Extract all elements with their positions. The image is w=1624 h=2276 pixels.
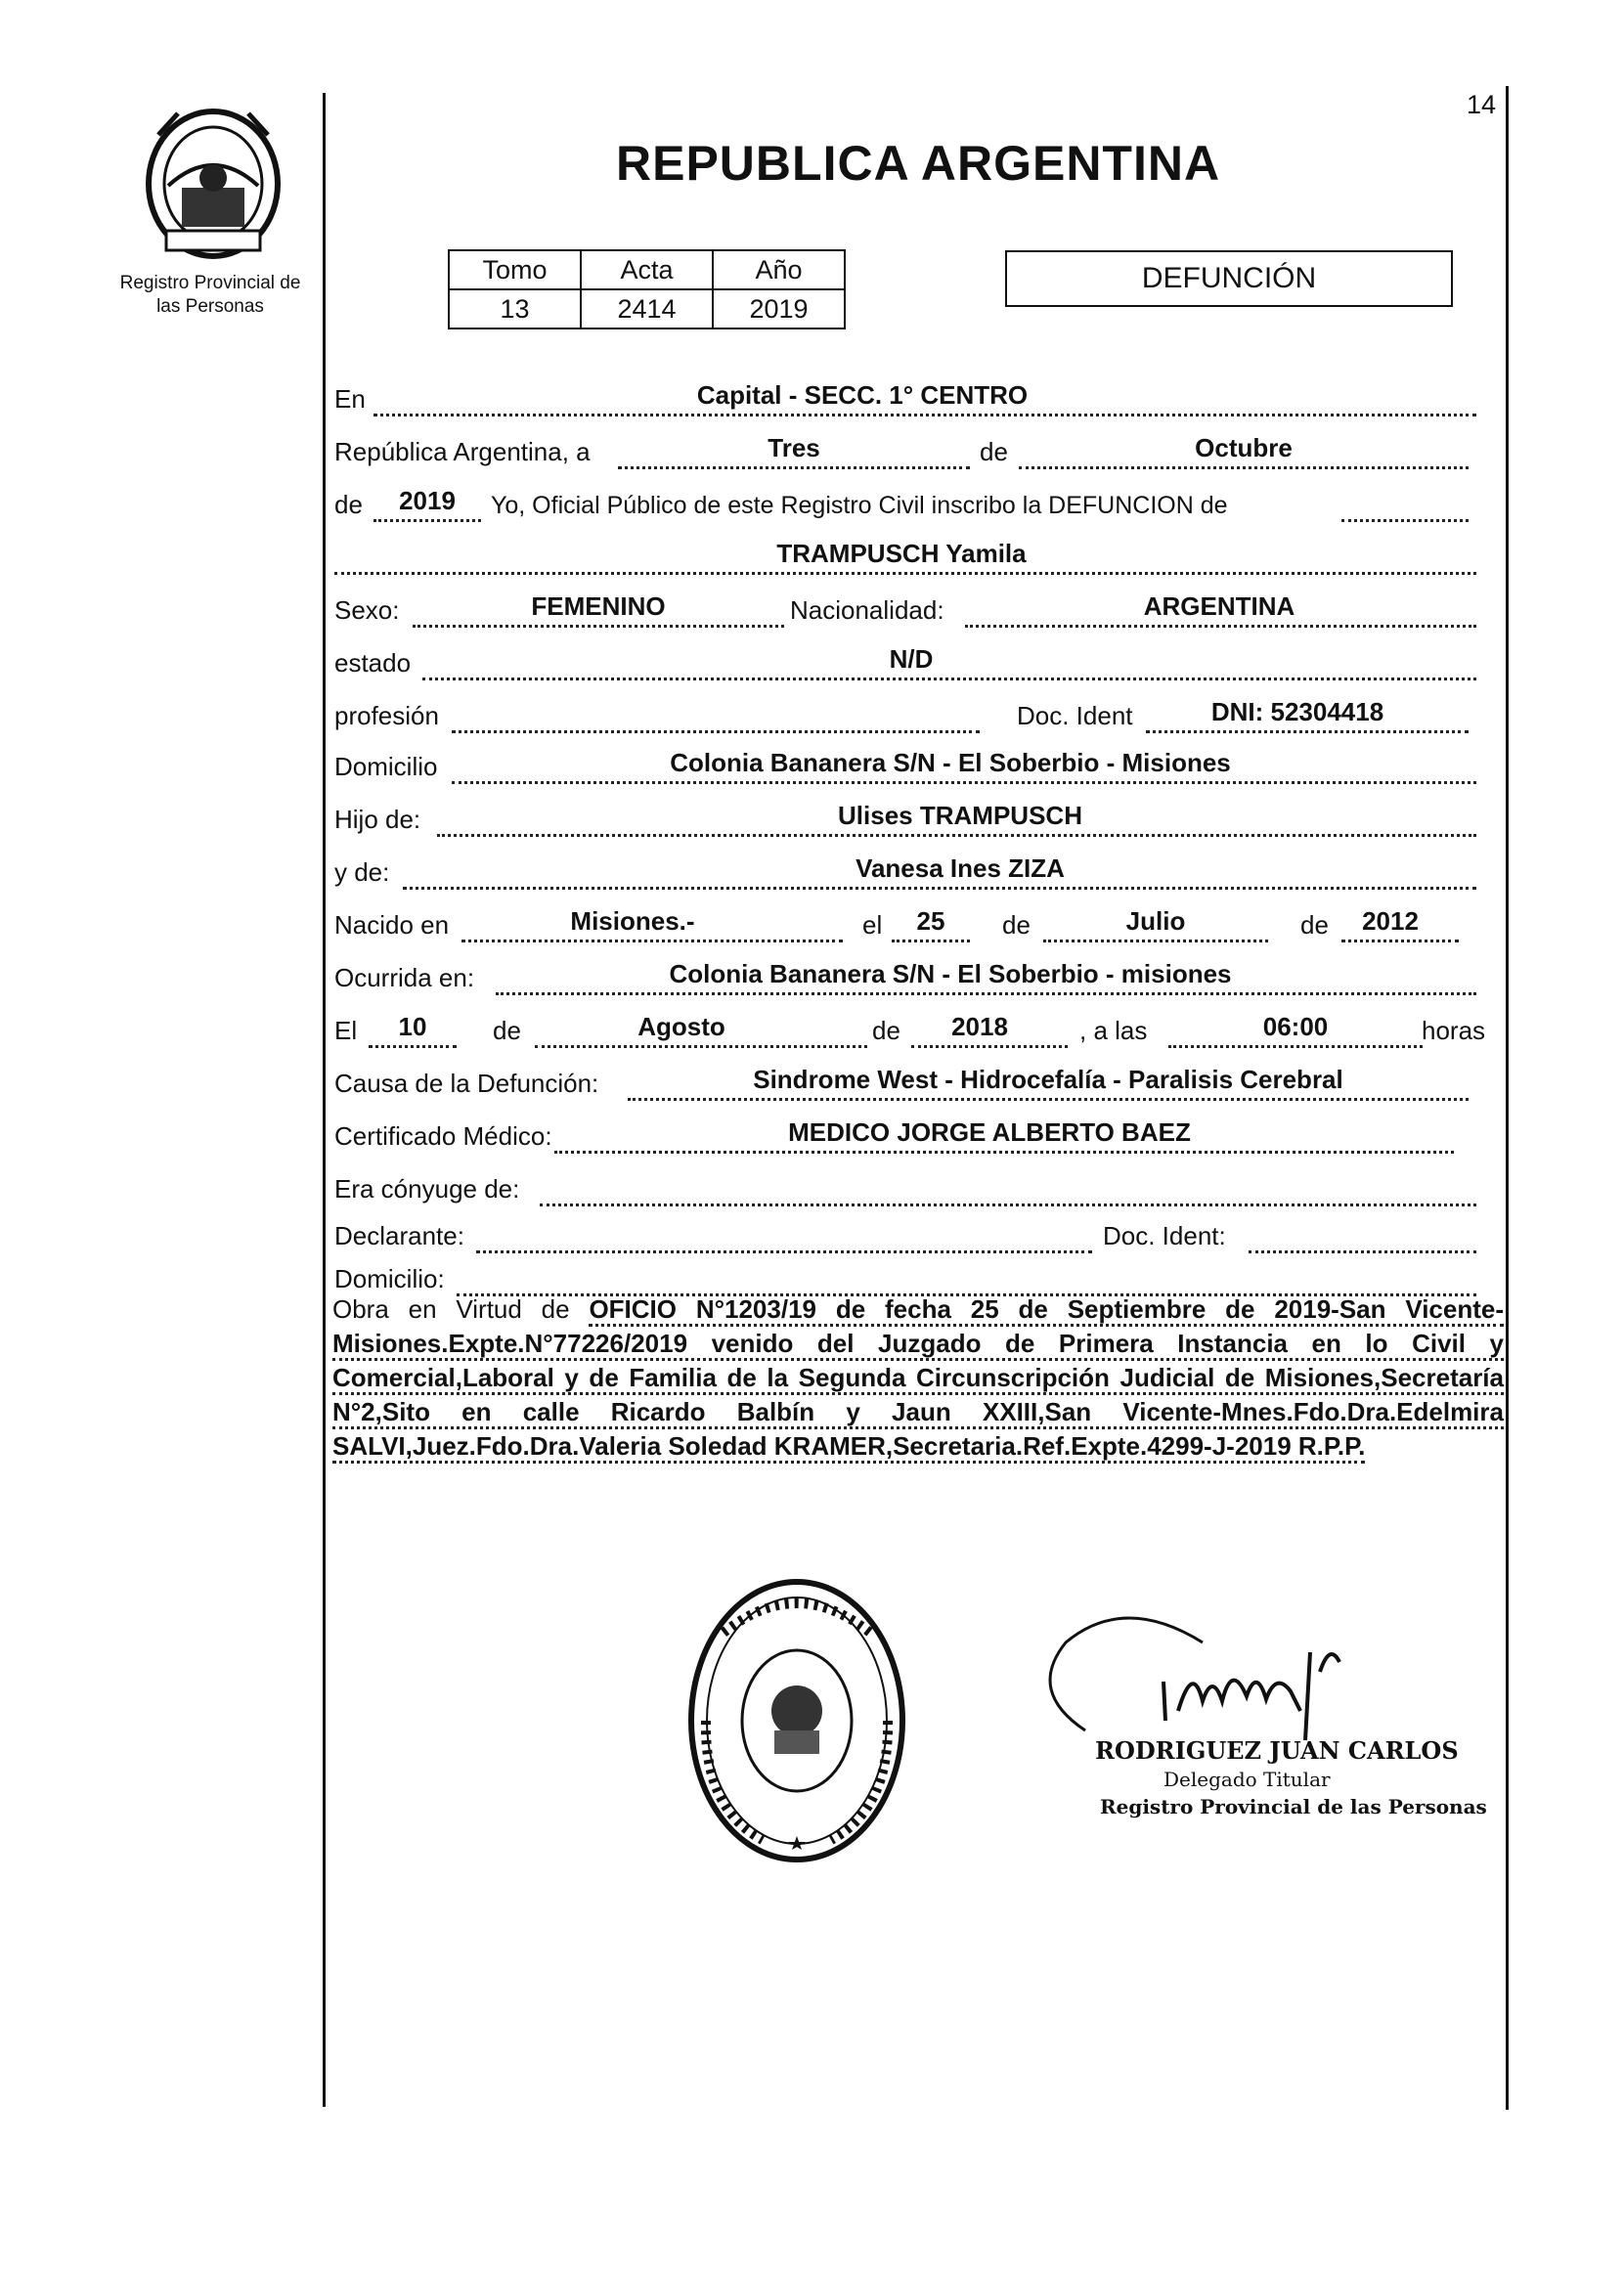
signatory-registry: Registro Provincial de las Personas <box>1100 1795 1487 1818</box>
row-padre <box>334 800 1476 839</box>
page-title: REPUBLICA ARGENTINA <box>616 136 1221 191</box>
value-nacido-mes: Julio <box>1125 906 1186 936</box>
label-declarante: Declarante: <box>334 1221 464 1250</box>
label-profesion: profesión <box>334 701 439 730</box>
value-padre: Ulises TRAMPUSCH <box>838 801 1082 830</box>
value-anio: 2019 <box>399 486 456 515</box>
table-header-tomo: Tomo <box>449 250 581 289</box>
label-obra-prefix: Obra en Virtud de <box>332 1294 570 1324</box>
label-de-n2: de <box>1300 910 1329 940</box>
row-certificado <box>334 1116 1476 1156</box>
value-ocurrida-lugar: Colonia Bananera S/N - El Soberbio - misiones <box>669 959 1232 988</box>
value-nacionalidad: ARGENTINA <box>1143 591 1295 621</box>
row-estado <box>334 643 1476 682</box>
value-dia: Tres <box>768 433 820 462</box>
value-ocurrida-mes: Agosto <box>637 1012 725 1041</box>
label-de-o2: de <box>872 1016 900 1045</box>
row-ocurrida <box>334 958 1476 997</box>
value-nacido-anio: 2012 <box>1362 906 1419 936</box>
provincial-coat-of-arms-logo <box>139 106 287 267</box>
row-profesion-doc <box>334 696 1476 735</box>
label-de1: de <box>980 437 1008 466</box>
value-domicilio: Colonia Bananera S/N - El Soberbio - Misiones <box>670 748 1231 777</box>
value-mes: Octubre <box>1195 433 1293 462</box>
table-value-anio: 2019 <box>713 289 845 328</box>
label-en: En <box>334 384 366 414</box>
label-domicilio: Domicilio <box>334 752 438 781</box>
label-nacido-en: Nacido en <box>334 910 450 940</box>
value-medico: MEDICO JORGE ALBERTO BAEZ <box>788 1117 1191 1147</box>
label-doc-ident2: Doc. Ident: <box>1103 1221 1226 1250</box>
label-conyuge: Era cónyuge de: <box>334 1174 520 1204</box>
label-ocurrida-en: Ocurrida en: <box>334 963 475 992</box>
value-nacido-lugar: Misiones.- <box>570 906 695 936</box>
record-table <box>448 249 846 329</box>
label-a-las: , a las <box>1079 1016 1148 1045</box>
document-type-box: DEFUNCIÓN <box>1005 250 1453 307</box>
label-y-de: y de: <box>334 857 390 887</box>
label-el: el <box>862 910 883 940</box>
label-estado: estado <box>334 648 412 678</box>
label-el-cap: El <box>334 1016 358 1045</box>
handwritten-signature <box>1007 1584 1418 1755</box>
obra-en-virtud-paragraph <box>332 1292 1504 1464</box>
row-sexo-nacionalidad <box>334 591 1476 630</box>
value-nombre: TRAMPUSCH Yamila <box>776 539 1027 568</box>
value-obra-text: OFICIO N°1203/19 de fecha 25 de Septiembre de 2019-San Vicente-Misiones.Expte.N°77226/2019 venido del Juzgado de Primera Instancia en lo Civil y Comercial,Laboral y de Familia de la Segunda Circunscripción Judicial de Misiones,Secretaría N°2,Sito en calle Ricardo Balbín y Jaun XXIII,San Vicente-Mnes.Fdo.Dra.Edelmira SALVI,Juez.Fdo.Dra.Valeria Soledad KRAMER,Secretaria.Ref.Expte.4299-J-2019 R.P.P. <box>332 1294 1504 1464</box>
row-fecha-inscripcion <box>334 432 1476 471</box>
label-de-year: de <box>334 490 363 519</box>
row-domicilio <box>334 747 1476 786</box>
label-sexo: Sexo: <box>334 595 400 625</box>
row-causa <box>334 1064 1476 1103</box>
value-madre: Vanesa Ines ZIZA <box>856 854 1065 883</box>
label-de-o1: de <box>493 1016 521 1045</box>
table-header-anio: Año <box>713 250 845 289</box>
page-number: 14 <box>1467 90 1497 119</box>
label-nacionalidad: Nacionalidad: <box>790 595 944 625</box>
value-ocurrida-dia: 10 <box>398 1012 427 1041</box>
row-madre <box>334 853 1476 892</box>
row-fecha-defuncion <box>334 1011 1486 1050</box>
value-hora: 06:00 <box>1262 1012 1329 1041</box>
label-de-n1: de <box>1002 910 1031 940</box>
row-nacimiento <box>334 905 1476 944</box>
value-lugar: Capital - SECC. 1° CENTRO <box>696 380 1029 410</box>
table-header-acta: Acta <box>581 250 713 289</box>
label-republica: República Argentina, a <box>334 437 591 466</box>
row-declarante <box>334 1216 1476 1255</box>
label-hijo-de: Hijo de: <box>334 805 421 834</box>
value-documento: DNI: 52304418 <box>1210 697 1384 726</box>
table-value-tomo: 13 <box>449 289 581 328</box>
label-causa: Causa de la Defunción: <box>334 1069 599 1098</box>
table-value-acta: 2414 <box>581 289 713 328</box>
value-estado: N/D <box>889 644 934 674</box>
right-margin-line <box>1506 86 1509 2110</box>
signatory-role: Delegado Titular <box>1163 1768 1331 1791</box>
value-causa: Sindrome West - Hidrocefalía - Paralisis Cerebral <box>753 1065 1343 1094</box>
value-nacido-dia: 25 <box>916 906 945 936</box>
registry-label: Registro Provincial de las Personas <box>119 273 301 317</box>
value-sexo: FEMENINO <box>531 591 666 621</box>
value-ocurrida-anio: 2018 <box>951 1012 1008 1041</box>
label-domicilio2: Domicilio: <box>334 1264 445 1293</box>
official-seal-stamp <box>684 1574 909 1872</box>
row-lugar <box>334 379 1476 418</box>
label-yo-oficial: Yo, Oficial Público de este Registro Civil inscribo la DEFUNCION de <box>491 492 1228 519</box>
row-anio-inscripcion <box>334 485 1476 524</box>
label-certificado: Certificado Médico: <box>334 1121 552 1151</box>
label-doc-ident: Doc. Ident <box>1017 701 1133 730</box>
row-nombre <box>334 538 1476 577</box>
signatory-name: RODRIGUEZ JUAN CARLOS <box>1095 1736 1459 1765</box>
left-margin-line <box>323 93 326 2107</box>
row-conyuge <box>334 1169 1476 1208</box>
label-horas: horas <box>1422 1016 1486 1045</box>
